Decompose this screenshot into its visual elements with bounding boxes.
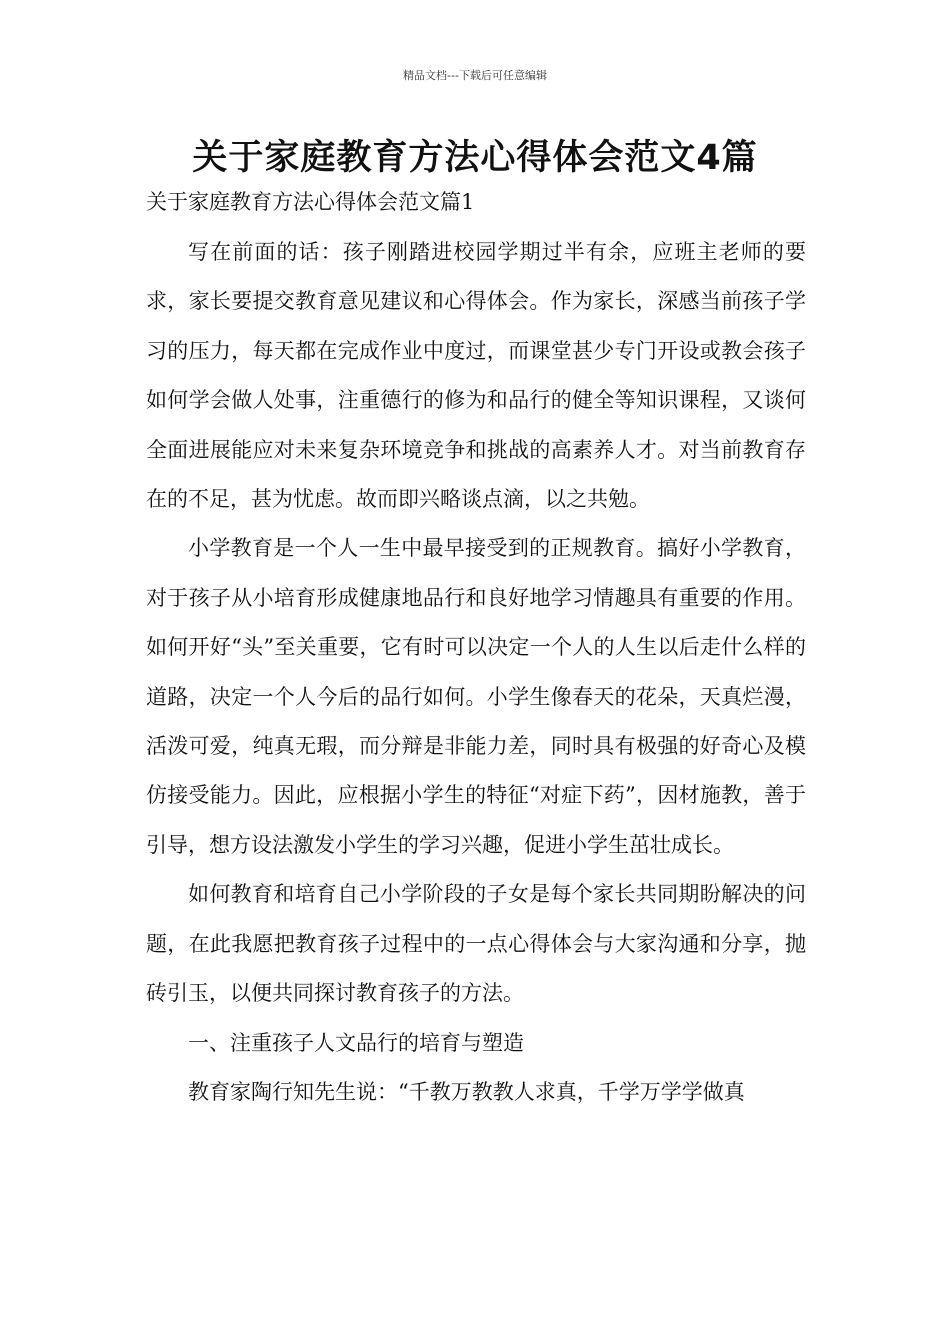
paragraph-tao-xingzhi-quote: 教育家陶行知先生说：“千教万教教人求真，千学万学学做真: [188, 1079, 745, 1104]
section-heading: 关于家庭教育方法心得体会范文篇1: [146, 190, 475, 214]
subsection-heading: 一、注重孩子人文品行的培育与塑造: [188, 1030, 524, 1055]
document-title: 关于家庭教育方法心得体会范文4篇: [192, 138, 758, 178]
paragraph-preface: 写在前面的话：孩子刚踏进校园学期过半有余，应班主老师的要求，家长要提交教育意见建议和心得体会。作为家长，深感当前孩子学习的压力，每天都在完成作业中度过，而课堂甚少专门开设或教会孩子如何学会做人处事，注重德行的修为和品行的健全等知识课程，又谈何全面进展能应对未来复杂环境竞争和挑战的高素养人才。对当前教育存在的不足，甚为忧虑。故而即兴略谈点滴，以之共勉。: [146, 240, 806, 512]
paragraph-parents-question: 如何教育和培育自己小学阶段的子女是每个家长共同期盼解决的问题，在此我愿把教育孩子过程中的一点心得体会与大家沟通和分享，抛砖引玉，以便共同探讨教育孩子的方法。: [146, 882, 806, 1006]
document-body: [146, 228, 806, 1117]
paragraph-primary-education: 小学教育是一个人一生中最早接受到的正规教育。搞好小学教育，对于孩子从小培育形成健康地品行和良好地学习情趣具有重要的作用。如何开好“头”至关重要，它有时可以决定一个人的人生以后走什么样的道路，决定一个人今后的品行如何。小学生像春天的花朵，天真烂漫，活泼可爱，纯真无瑕，而分辩是非能力差，同时具有极强的好奇心及模仿接受能力。因此，应根据小学生的特征“对症下药”，因材施教，善于引导，想方设法激发小学生的学习兴趣，促进小学生茁壮成长。: [146, 536, 806, 857]
header-note: 精品文档---下载后可任意编辑: [403, 69, 547, 82]
